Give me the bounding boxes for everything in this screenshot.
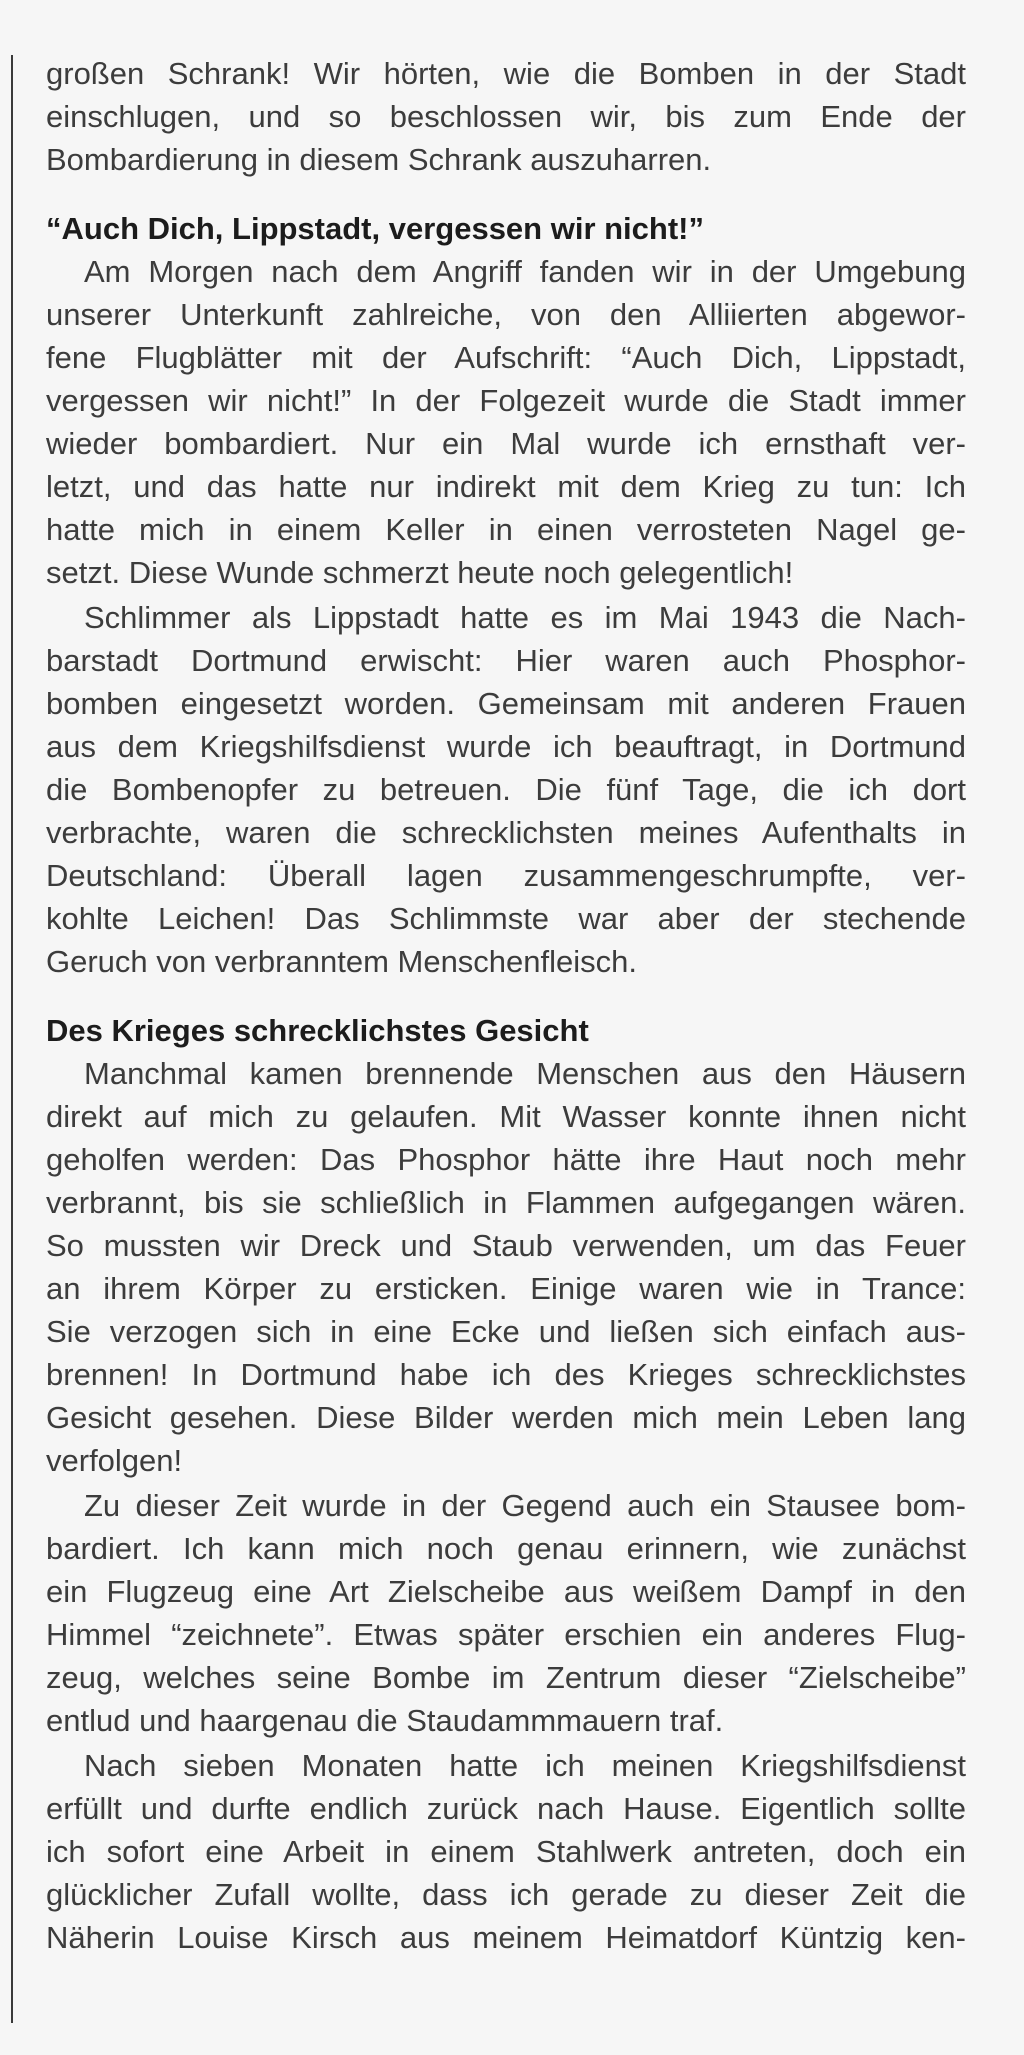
- text-line: Gesicht gesehen. Diese Bilder werden mich mein Leben lang: [46, 1400, 966, 1435]
- text-line: letzt, und das hatte nur indirekt mit dem Krieg zu tun: Ich: [46, 469, 966, 504]
- paragraph-dortmund: [46, 596, 966, 983]
- text-line: ich sofort eine Arbeit in einem Stahlwerk antreten, doch ein: [46, 1834, 966, 1869]
- text-line: brennen! In Dortmund habe ich des Krieges schrecklichstes: [46, 1357, 966, 1392]
- text-line: aus dem Kriegshilfsdienst wurde ich beauftragt, in Dortmund: [46, 729, 966, 764]
- text-line: unserer Unterkunft zahlreiche, von den Alliierten abgewor-: [46, 297, 966, 332]
- text-line: barstadt Dortmund erwischt: Hier waren auch Phosphor-: [46, 643, 966, 678]
- text-line: wieder bombardiert. Nur ein Mal wurde ich ernsthaft ver-: [46, 426, 966, 461]
- text-column: [46, 52, 966, 1959]
- text-line: Näherin Louise Kirsch aus meinem Heimatdorf Küntzig ken-: [46, 1920, 966, 1955]
- text-line: verbrachte, waren die schrecklichsten meines Aufenthalts in: [46, 815, 966, 850]
- text-line: Bombardierung in diesem Schrank auszuharren.: [46, 142, 712, 177]
- text-line: ein Flugzeug eine Art Zielscheibe aus weißem Dampf in den: [46, 1574, 966, 1609]
- text-line: setzt. Diese Wunde schmerzt heute noch gelegentlich!: [46, 555, 794, 590]
- paragraph-burning: [46, 1052, 966, 1482]
- text-line: vergessen wir nicht!” In der Folgezeit wurde die Stadt immer: [46, 383, 966, 418]
- text-line: verbrannt, bis sie schließlich in Flammen aufgegangen wären.: [46, 1185, 966, 1220]
- text-line: So mussten wir Dreck und Staub verwenden, um das Feuer: [46, 1228, 966, 1263]
- text-line: Zu dieser Zeit wurde in der Gegend auch ein Stausee bom-: [84, 1488, 966, 1523]
- text-line: entlud und haargenau die Staudammmauern traf.: [46, 1703, 724, 1738]
- text-line: an ihrem Körper zu ersticken. Einige waren wie in Trance:: [46, 1271, 966, 1306]
- text-line: kohlte Leichen! Das Schlimmste war aber der stechende: [46, 901, 966, 936]
- text-line: bomben eingesetzt worden. Gemeinsam mit anderen Frauen: [46, 686, 966, 721]
- margin-rule: [11, 55, 13, 2023]
- text-line: Geruch von verbranntem Menschenfleisch.: [46, 944, 638, 979]
- text-line: hatte mich in einem Keller in einen verrosteten Nagel ge-: [46, 512, 966, 547]
- text-line: Manchmal kamen brennende Menschen aus den Häusern: [84, 1056, 966, 1091]
- text-line: verfolgen!: [46, 1443, 183, 1478]
- text-line: direkt auf mich zu gelaufen. Mit Wasser konnte ihnen nicht: [46, 1099, 966, 1134]
- text-line: geholfen werden: Das Phosphor hätte ihre Haut noch mehr: [46, 1142, 966, 1177]
- text-line: großen Schrank! Wir hörten, wie die Bomben in der Stadt: [46, 56, 966, 91]
- text-line: Schlimmer als Lippstadt hatte es im Mai 1943 die Nach-: [84, 600, 966, 635]
- text-line: Sie verzogen sich in eine Ecke und ließen sich einfach aus-: [46, 1314, 966, 1349]
- paragraph-return: [46, 1744, 966, 1959]
- section-heading-krieges: Des Krieges schrecklichstes Gesicht: [46, 1013, 589, 1048]
- text-line: die Bombenopfer zu betreuen. Die fünf Tage, die ich dort: [46, 772, 966, 807]
- text-line: bardiert. Ich kann mich noch genau erinnern, wie zunächst: [46, 1531, 966, 1566]
- text-line: Deutschland: Überall lagen zusammengeschrumpfte, ver-: [46, 858, 966, 893]
- text-line: Nach sieben Monaten hatte ich meinen Kriegshilfsdienst: [84, 1748, 966, 1783]
- text-line: erfüllt und durfte endlich zurück nach Hause. Eigentlich sollte: [46, 1791, 966, 1826]
- paragraph-flyers: [46, 250, 966, 594]
- text-line: Am Morgen nach dem Angriff fanden wir in der Umgebung: [84, 254, 966, 289]
- paragraph-intro: [46, 52, 966, 181]
- text-line: fene Flugblätter mit der Aufschrift: “Auch Dich, Lippstadt,: [46, 340, 966, 375]
- text-line: Himmel “zeichnete”. Etwas später erschien ein anderes Flug-: [46, 1617, 966, 1652]
- text-line: einschlugen, und so beschlossen wir, bis zum Ende der: [46, 99, 966, 134]
- section-heading-lippstadt: “Auch Dich, Lippstadt, vergessen wir nicht!”: [46, 211, 704, 246]
- paragraph-stausee: [46, 1484, 966, 1742]
- text-line: glücklicher Zufall wollte, dass ich gerade zu dieser Zeit die: [46, 1877, 966, 1912]
- text-line: zeug, welches seine Bombe im Zentrum dieser “Zielscheibe”: [46, 1660, 966, 1695]
